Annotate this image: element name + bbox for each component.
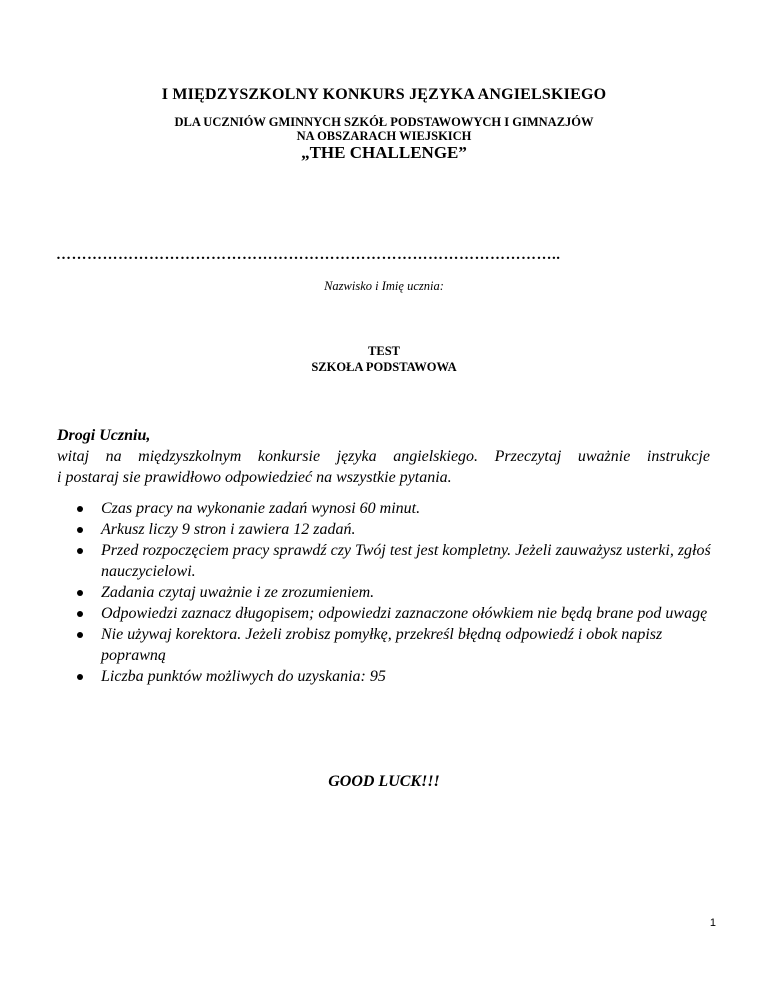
bullet-icon [77,632,83,638]
instruction-text: Zadania czytaj uważnie i ze zrozumieniem. [101,584,375,601]
bullet-icon [77,506,83,512]
bullet-icon [77,611,83,617]
instruction-text: Arkusz liczy 9 stron i zawiera 12 zadań. [101,521,356,538]
instruction-text: Czas pracy na wykonanie zadań wynosi 60 minut. [101,500,421,517]
student-name-line: …………………………………………………………………………………….. [56,247,561,263]
bullet-icon [77,527,83,533]
instruction-text: Liczba punktów możliwych do uzyskania: 95 [101,668,386,685]
document-subtitle-line1: DLA UCZNIÓW GMINNYCH SZKÓŁ PODSTAWOWYCH I GIMNAZJÓW [174,115,594,129]
list-item [75,519,725,540]
instruction-text: Nie używaj korektora. Jeżeli zrobisz pomyłkę, przekreśl błędną odpowiedź i obok napisz poprawną [101,626,663,664]
intro-line-1: witaj na międzyszkolnym konkursie języka angielskiego. Przeczytaj uważnie instrukcje [57,448,710,465]
list-item [75,603,725,624]
student-name-label: Nazwisko i Imię ucznia: [324,279,444,293]
document-title: I MIĘDZYSZKOLNY KONKURS JĘZYKA ANGIELSKIEGO [161,86,607,103]
list-item [75,624,725,666]
instruction-text: Odpowiedzi zaznacz długopisem; odpowiedzi zaznaczone ołówkiem nie będą brane pod uwagę [101,605,708,622]
list-item [75,540,725,582]
test-label: TEST [368,344,400,358]
page-number: 1 [709,917,716,929]
bullet-icon [77,548,83,554]
list-item [75,498,725,519]
good-luck-closing: GOOD LUCK!!! [328,773,440,790]
school-type-label: SZKOŁA PODSTAWOWA [311,360,457,374]
document-subtitle-line2: NA OBSZARACH WIEJSKICH [296,129,472,143]
list-item [75,582,725,603]
greeting: Drogi Uczniu, [57,427,151,444]
intro-paragraph [57,446,710,488]
instruction-text: Przed rozpoczęciem pracy sprawdź czy Twój test jest kompletny. Jeżeli zauważysz usterki, zgłoś nauczycielowi. [101,542,711,580]
instructions-list [75,498,725,687]
contest-name: „THE CHALLENGE” [301,143,467,162]
bullet-icon [77,674,83,680]
list-item [75,666,725,687]
intro-line-2: i postaraj sie prawidłowo odpowiedzieć na wszystkie pytania. [57,469,452,486]
bullet-icon [77,590,83,596]
